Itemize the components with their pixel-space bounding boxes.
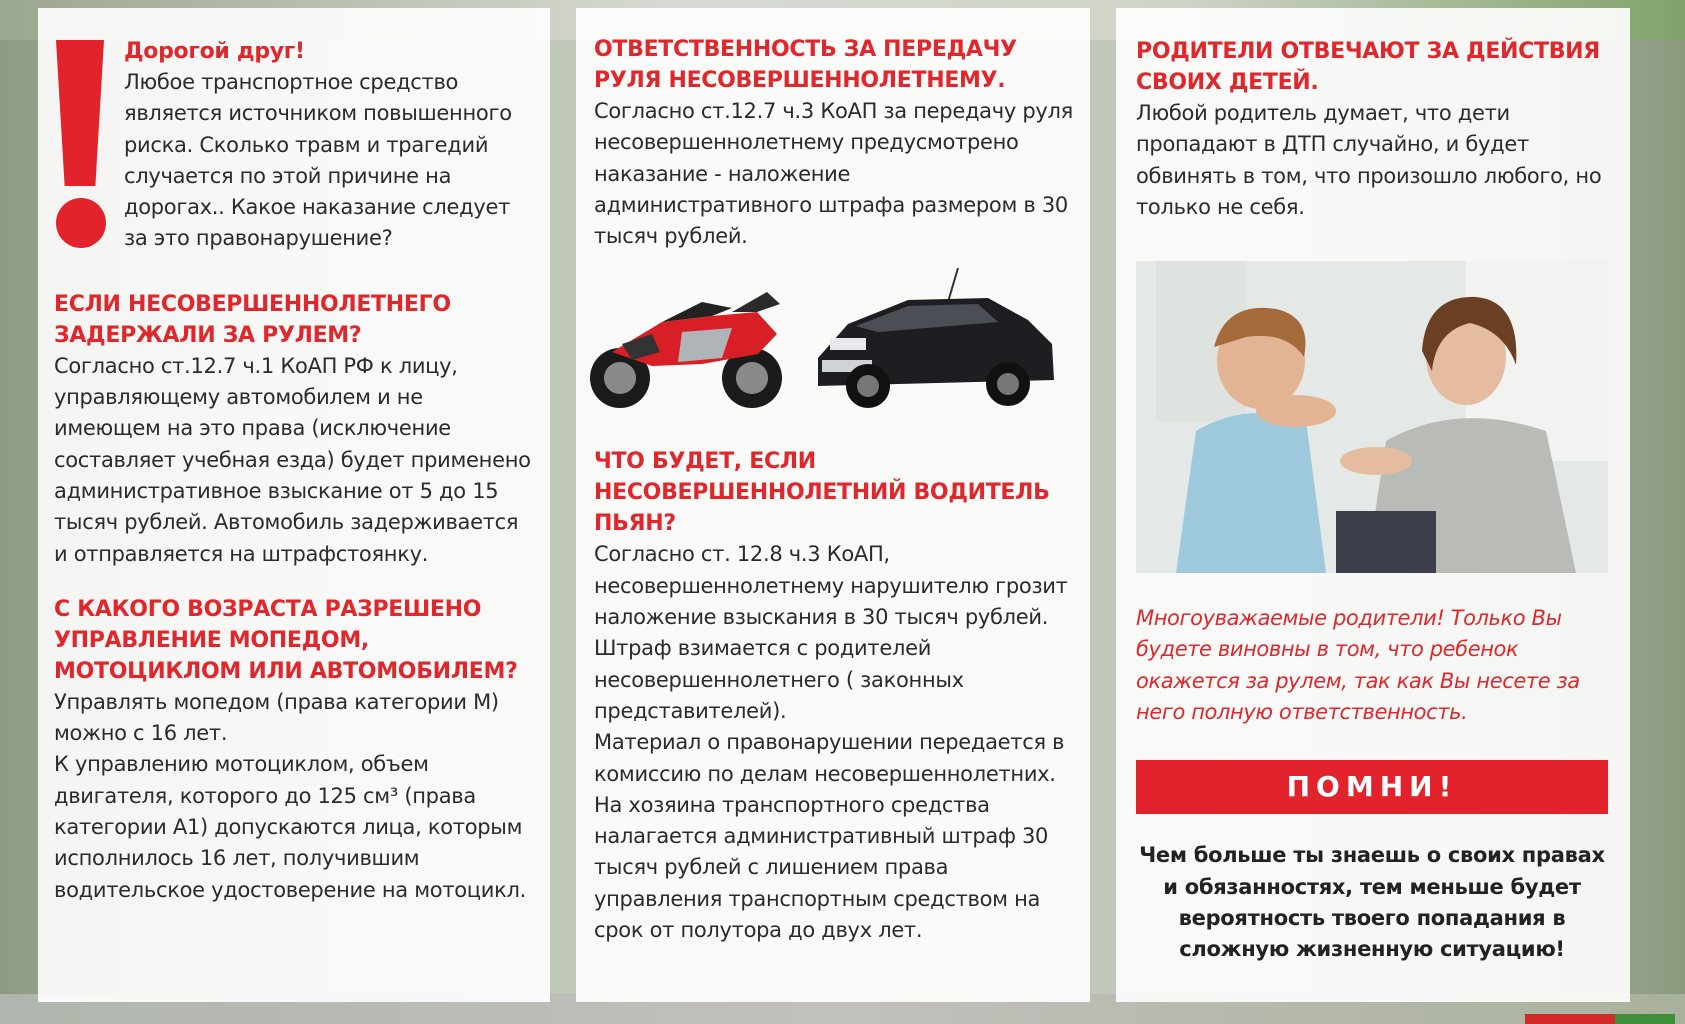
section-text-motorcycle: К управлению мотоциклом, объем двигателя, которого до 125 см³ (права категории А1) допускаются лица, которым исполнилось 16 лет, получившим водительское удостоверение на мотоцикл. xyxy=(54,752,527,902)
intro-block xyxy=(124,36,534,255)
remember-banner: ПОМНИ! xyxy=(1136,760,1608,814)
section-text-drunk-3: На хозяина транспортного средства налагается административный штраф 30 тысяч рублей с лишением права управления транспортным средством на срок от полутора до двух лет. xyxy=(594,792,1049,943)
section-title-transfer: ОТВЕТСТВЕННОСТЬ ЗА ПЕРЕДАЧУ РУЛЯ НЕСОВЕРШЕННОЛЕТНЕМУ. xyxy=(594,37,1017,93)
mother-son-photo xyxy=(1136,261,1608,573)
section-text-drunk-1: Согласно ст. 12.8 ч.3 КоАП, несовершеннолетнему нарушителю грозит наложение взыскания в 30 тысяч рублей. Штраф взимается с родителей несовершеннолетнего ( законных представителей). xyxy=(594,542,1068,723)
section-text-detained: Согласно ст.12.7 ч.1 КоАП РФ к лицу, управляющему автомобилем и не имеющем на это права (исключение составляет учебная езда) будет применено административное взыскание от 5 до 15 тысяч рублей. Автомобиль задерживается и отправляется на штрафстоянку. xyxy=(54,353,531,566)
section-title-drunk: ЧТО БУДЕТ, ЕСЛИ НЕСОВЕРШЕННОЛЕТНИЙ ВОДИТЕЛЬ ПЬЯН? xyxy=(594,449,1050,537)
accent-bar-red xyxy=(1525,1014,1615,1024)
car-icon xyxy=(808,268,1058,418)
section-text-parents: Любой родитель думает, что дети пропадают в ДТП случайно, и будет обвинять в том, что произошло любого, но только не себя. xyxy=(1136,101,1602,219)
intro-text: Любое транспортное средство является источником повышенного риска. Сколько травм и трагедий случается по этой причине на дорогах.. Какое наказание следует за это правонарушение? xyxy=(124,70,512,251)
section-title-age: С КАКОГО ВОЗРАСТА РАЗРЕШЕНО УПРАВЛЕНИЕ МОПЕДОМ, МОТОЦИКЛОМ ИЛИ АВТОМОБИЛЕМ? xyxy=(54,596,518,684)
section-title-parents: РОДИТЕЛИ ОТВЕЧАЮТ ЗА ДЕЙСТВИЯ СВОИХ ДЕТЕЙ. xyxy=(1136,39,1600,95)
section-title-detained: ЕСЛИ НЕСОВЕРШЕННОЛЕТНЕГО ЗАДЕРЖАЛИ ЗА РУЛЕМ? xyxy=(54,291,451,348)
parents-notice: Многоуважаемые родители! Только Вы будете виновны в том, что ребенок окажется за рулем, так как Вы несете за него полную ответственность. xyxy=(1136,606,1580,725)
panel-middle xyxy=(576,8,1090,1002)
closing-message: Чем больше ты знаешь о своих правах и обязанностях, тем меньше будет вероятность твоего попадания в сложную жизненную ситуацию! xyxy=(1139,843,1605,962)
exclamation-icon xyxy=(56,40,104,248)
vehicles-illustration xyxy=(580,266,1074,446)
section-text-drunk-2: Материал о правонарушении передается в комиссию по делам несовершеннолетних. xyxy=(594,730,1065,786)
section-text-moped: Управлять мопедом (права категории М) можно с 16 лет. xyxy=(54,689,499,746)
motorcycle-icon xyxy=(582,282,792,412)
intro-title: Дорогой друг! xyxy=(124,39,305,64)
panel-right xyxy=(1116,8,1630,1002)
people-illustration-icon xyxy=(1136,261,1608,573)
accent-bar-green xyxy=(1615,1014,1675,1024)
section-text-transfer: Согласно ст.12.7 ч.3 КоАП за передачу руля несовершеннолетнему предусмотрено наказание - наложение административного штрафа размером в 30 тысяч рублей. xyxy=(594,99,1073,249)
panel-left xyxy=(38,8,550,1002)
